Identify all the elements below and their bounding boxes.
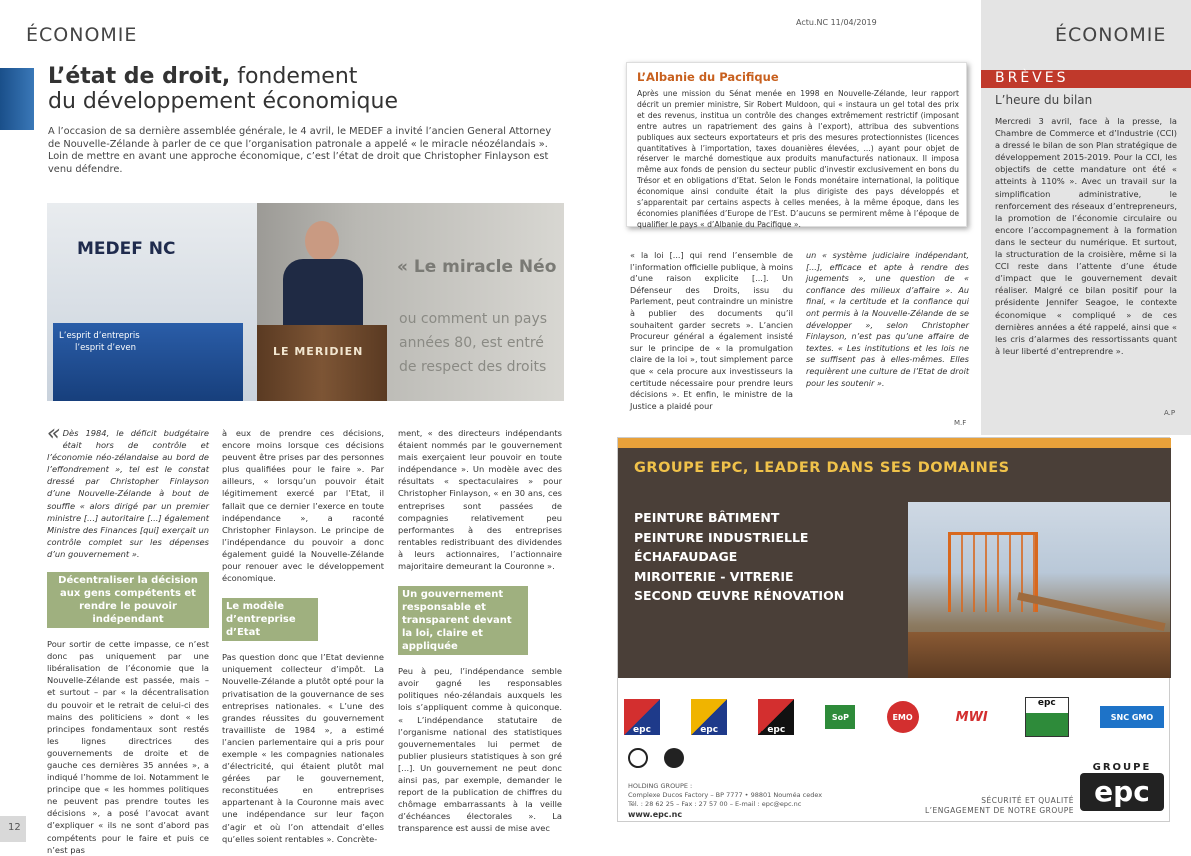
breves-label-bar [981, 70, 1191, 88]
ad-epc-logo-big: epc [1080, 773, 1164, 811]
ad-logos-row [624, 692, 1164, 742]
breves-signature: A.P [1164, 409, 1176, 417]
epc-advertisement [617, 437, 1170, 822]
column-3-text-2: Peu à peu, l’indépendance semble avoir gagné les responsables politiques néo-zélandais auxquels les lois s’appliquent comme à quiconque. « L’indépendance statutaire de l’organisme national des statistiques gouvernementales lui permet de publier plusieurs statistiques à son gré [...]. Un gouvernement ne peut donc ainsi pas, par exemple, demander le report de la publication de chiffres du chômage embarrassants à la veille d’échéances électorales ». La transparence est aussi de mise avec [398, 666, 562, 834]
article-photo [47, 203, 564, 401]
ad-service-3: ÉCHAFAUDAGE [634, 549, 738, 564]
ad-tagline-2: L’ENGAGEMENT DE NOTRE GROUPE [924, 806, 1074, 815]
ad-service-2: PEINTURE INDUSTRIELLE [634, 529, 809, 545]
column-2 [222, 427, 384, 845]
ad-services [634, 508, 904, 606]
photo-banner-text-2: l’esprit d’even [75, 343, 136, 353]
title-accent-bar [0, 68, 34, 130]
ad-service-4: MIROITERIE - VITRERIE [634, 568, 794, 584]
column-1-text: « Dès 1984, le déficit budgétaire était hors de contrôle et l’économie néo-zélandaise au bord de l’effondrement », tel est le constat dressé par Christopher Finlayson d’une Nouvelle-Zélande à bout de souffle « alors dirigé par un premier ministre [...] autoritaire [...] également Ministre des Finances [qui] exerçait un contrôle complet sur les dépenses d’un gouvernement ». [47, 421, 209, 559]
ad-address: Complexe Ducos Factory – BP 7777 • 98801 Nouméa cedex [628, 791, 823, 799]
column-2-text: à eux de prendre ces décisions, encore moins lorsque ces décisions peuvent être prises par des personnes plus qualifiées pour le faire ». Par ailleurs, « lorsqu’un pouvoir était légitimement exercé par l’Etat, il fallait que ce dernier l’exerce en toute indépendance », a raconté Christopher Finlayson. Le principe de l’indépendance du pouvoir a donc également guidé la Nouvelle-Zélande pour renouer avec le développement économique. [222, 428, 384, 584]
column-1-subhead: Décentraliser la décision aux gens compétents et rendre le pouvoir indépendant [47, 572, 209, 628]
ad-cert-icons [628, 748, 708, 772]
logo-sop: SoP [825, 705, 855, 729]
ad-epc-logo [1080, 762, 1164, 816]
photo-speaker-head [305, 221, 339, 261]
section-label-left: ÉCONOMIE [26, 24, 138, 46]
column-3-subhead: Un gouvernement responsable et transparent devant la loi, claire et appliquée [398, 586, 528, 655]
ad-web[interactable]: www.epc.nc [628, 810, 683, 819]
ad-headline: GROUPE EPC, LEADER DANS SES DOMAINES [634, 460, 1010, 476]
ad-tagline-1: SÉCURITÉ ET QUALITÉ [981, 796, 1074, 805]
logo-emo: EMO [887, 701, 919, 733]
article-title [48, 64, 588, 114]
logo-epc-2: epc [691, 699, 727, 735]
photo-medef-logo: MEDEF NC [77, 239, 176, 259]
title-rest: fondement [230, 64, 358, 89]
open-quote-mark: « [47, 421, 61, 446]
ad-top-accent [618, 438, 1171, 448]
right-page [595, 0, 1191, 842]
ad-industrial-photo [908, 502, 1170, 678]
ad-photo-conveyor [1017, 592, 1165, 631]
right-column-b: un « système judiciaire indépendant, [...], efficace et apte à rendre des jugements », une question de « confiance des milieux d’affaire ». Au final, « la certitude et la confiance qui ont permis à la Nouvelle-Zélande de se développer », selon Christopher Finlayson, n’est pas qu’une affaire de textes. « Les institutions et les lois ne se suffisent pas à elles-mêmes. Elles requièrent une culture de l’Etat de droit pour les soutenir ». [806, 250, 969, 388]
title-line2: du développement économique [48, 89, 399, 114]
breves-text: Mercredi 3 avril, face à la presse, la Chambre de Commerce et d’Industrie (CCI) a dressé le bilan de son Plan stratégique de développement 2015-2019. Pour la CCI, les objectifs de cette mandature ont été « atteints à 110% ». Avec un travail sur la simplification administrative, le renforcement des réseaux d’entrepreneurs, la promotion de l’économie circulaire ou encore l’accompagnement à la formation dans le secteur du numérique. Et surtout, la structuration de la croisière, même si la CCI reste dans l’attente d’une étude d’impact que le gouvernement devait réaliser. Malgré ce bilan positif pour la présidente Jennifer Seagoe, le contexte économique « compliqué » de ces dernières années a été rappelé, ainsi que « les cris d’alarmes des ressortissants quant à leur liberté d’entreprendre ». [995, 116, 1177, 356]
logo-mwi: MWI [955, 709, 988, 725]
photo-slide-line-2: années 80, est entré [399, 335, 544, 351]
page-number-left: 12 [0, 816, 26, 842]
photo-lectern [257, 325, 387, 401]
logo-snc-gmo: SNC GMO [1100, 706, 1164, 728]
section-label-right: ÉCONOMIE [1055, 24, 1167, 46]
column-1-text-2: Pour sortir de cette impasse, ce n’est donc pas uniquement par une libéralisation de l’économie que la Nouvelle-Zélande est passée, mais – et surtout – par « la décentralisation du pouvoir et le retrait de celui-ci des mains des politiciens » dont « les principes fondamentaux sont restés les lignes directrices des gouvernements de droite et de gauche ces dernières 35 années », a indiqué l’homme de loi. Notamment le principe que « les hommes politiques ne peuvent pas prendre toutes les décisions », a posé l’avocat avant d’expliquer « ils ne sont d’abord pas compétents pour le faire et puis ce n’est pas [47, 639, 209, 855]
logo-epc-4: epc [1025, 697, 1069, 737]
photo-banner-text-1: L’esprit d’entrepris [59, 331, 140, 341]
breves-sidebar [981, 0, 1191, 435]
ad-contact: Tél. : 28 62 25 – Fax : 27 57 00 – E-mail : epc@epc.nc [628, 800, 802, 808]
photo-slide-title: « Le miracle Néo [397, 257, 557, 277]
albanie-text: Après une mission du Sénat menée en 1998 en Nouvelle-Zélande, leur rapport décrit un premier ministre, Sir Robert Muldoon, qui « instaura un gel total des prix et des revenus, institua un contrôle des changes extrêmement restrictif (imposant entre autres un rapatriement des gains à l’export), attribua des subventions publiques aux secteurs exportateurs et pris des mesures protectionnistes (licences quantitatives à l’importation, taxes douanières élevées, ...) ayant pour objet de réserver le marché domestique aux produits manufacturés nationaux. Il imposa même aux fonds de pension du secteur public d’investir exclusivement en bons du Trésor et en obligations d’Etat. Selon le Fonds monétaire international, la politique économique ainsi conduite était la plus dirigiste des pays développés et s’apparentait par certains aspects à celles menées, à la même époque, dans les économies planifiées d’Europe de l’Est. D’aucuns se permirent même à l’époque de qualifier le pays « d’Albanie du Pacifique ». [637, 89, 959, 229]
column-2-subhead: Le modèle d’entreprise d’Etat [222, 598, 318, 641]
ad-holding-label: HOLDING GROUPE : [628, 782, 693, 790]
title-bold: L’état de droit, [48, 64, 231, 89]
ad-epc-logo-small: GROUPE [1092, 762, 1152, 773]
photo-slide-line-3: de respect des droits [399, 359, 547, 375]
photo-slide-line-1: ou comment un pays [399, 311, 548, 327]
logo-epc-3: epc [758, 699, 794, 735]
left-page [0, 0, 595, 855]
ad-service-5: SECOND ŒUVRE RÉNOVATION [634, 588, 845, 603]
cert-icon-2 [664, 748, 684, 768]
photo-lectern-text: LE MERIDIEN [273, 345, 364, 358]
albanie-box [626, 62, 967, 227]
ad-photo-ground [908, 632, 1170, 678]
breves-title: L’heure du bilan [995, 93, 1093, 107]
cert-icon-1 [628, 748, 648, 768]
right-column-a: « la loi [...] qui rend l’ensemble de l’information officielle publique, à moins d’une raison explicite [...]. Un Défenseur des Droits, issu du Parlement, peut contraindre un ministre à publier des documents qu’il souhaitent garder secrets ». L’ancien Procureur général a également insisté sur le principe de « la promulgation claire de la loi », tout simplement parce que « cela procure aux investisseurs la certitude nécessaire pour prendre leurs décisions ». Et enfin, le ministre de la Justice a plaidé pour [630, 250, 793, 411]
column-3 [398, 427, 562, 834]
column-1 [47, 421, 209, 856]
ad-service-1: PEINTURE BÂTIMENT [634, 510, 780, 525]
column-2-text-2: Pas question donc que l’Etat devienne uniquement collecteur d’impôt. La Nouvelle-Zélande a plutôt opté pour la privatisation de la gouvernance de ses entreprises nationales. « L’une des grandes réussites du gouvernement travailliste de 1984 », a estimé l’ancien parlementaire qui a pris pour exemple « les compagnies nationales d’électricité, qui étaient plutôt mal gérées par le gouvernement, reconstituées en entreprises appartenant à la Couronne mais avec une indépendance sur leur façon d’agir et où l’on attendait d’elles qu’elles soient rentables ». Concrète- [222, 652, 384, 844]
article-intro: A l’occasion de sa dernière assemblée générale, le 4 avril, le MEDEF a invité l’ancien General Attorney de Nouvelle-Zélande à parler de ce que l’organisation patronale a appelé « le miracle néozélandais ». Loin de mettre en avant une approche économique, c’est l’état de droit que Christopher Finlayson est venu défendre. [48, 126, 552, 175]
albanie-title: L’Albanie du Pacifique [637, 70, 779, 84]
logo-epc-1: epc [624, 699, 660, 735]
right-column-b-signature: M.F [954, 419, 967, 427]
breves-label: BRÈVES [995, 70, 1069, 86]
column-3-text: ment, « des directeurs indépendants étaient nommés par le gouvernement mais exerçaient leur pouvoir en toute indépendance ». Un modèle avec des résultats « spectaculaires » pour Christopher Finlayson, « en 30 ans, ces entreprises sont passées de compagnies relativement peu performantes à des entreprises rentables redistribuant des dividendes à leurs actionnaires, l’actionnaire majoritaire demeurant la Couronne ». [398, 428, 562, 572]
header-date: Actu.NC 11/04/2019 [796, 18, 877, 27]
